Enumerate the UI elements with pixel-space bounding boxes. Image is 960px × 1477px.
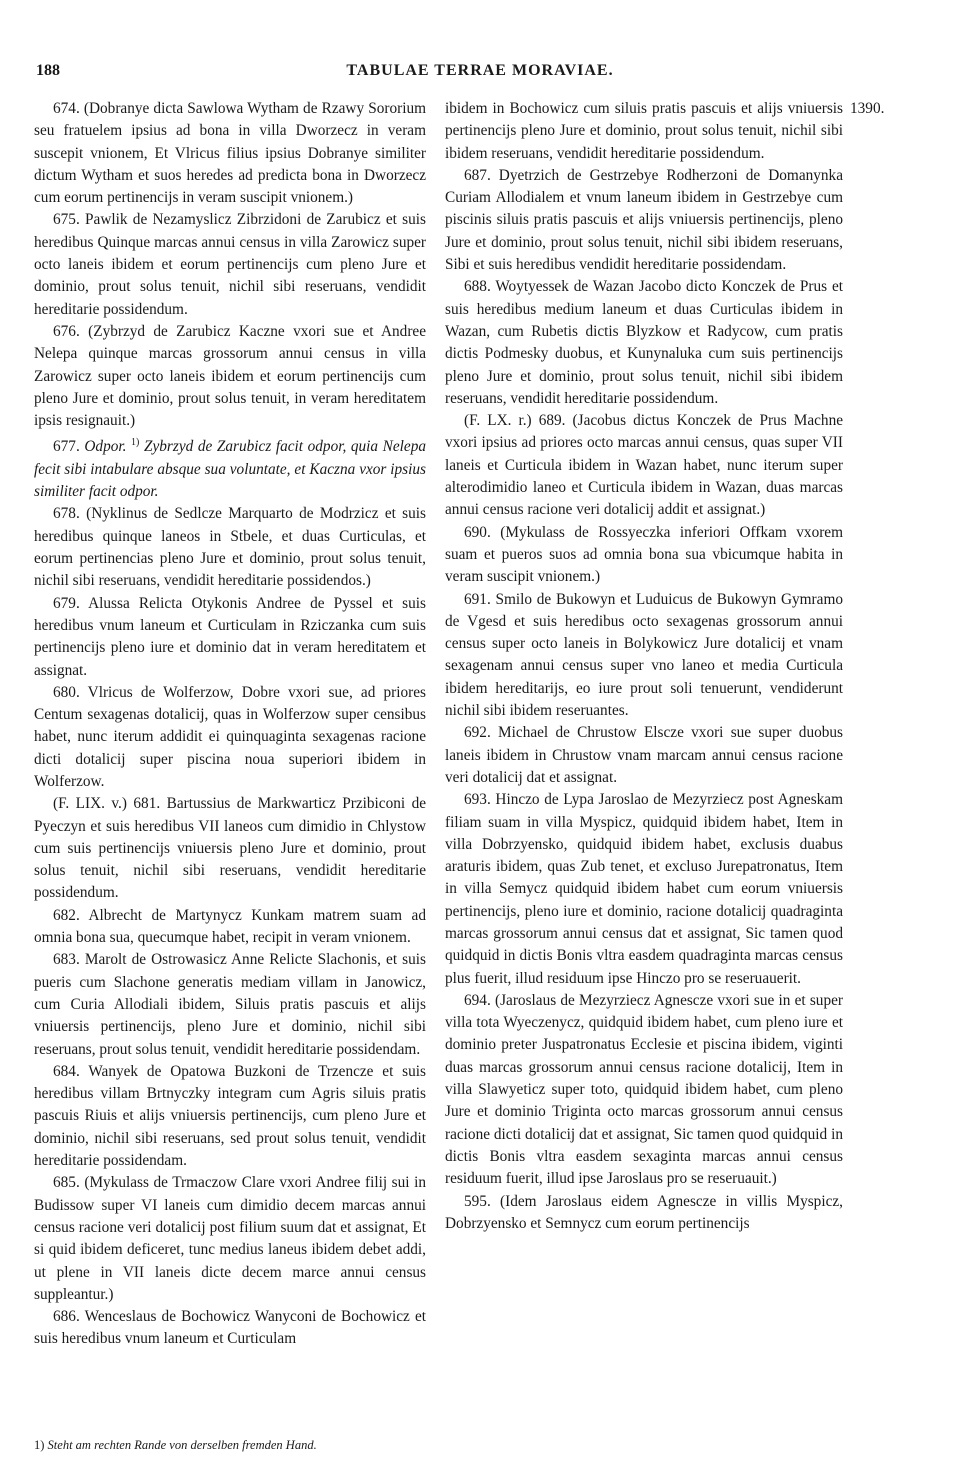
entry-text: (Idem Jaroslaus eidem Agnescze in villis Myspicz, Dobrzyensko et Semnycz cum eorum pertinencijs (445, 1192, 843, 1232)
entry-paragraph (445, 410, 843, 521)
entry-text: Albrecht de Martynycz Kunkam matrem suam ad omnia bona sua, quecumque habet, recipit in veram vnionem. (34, 906, 426, 947)
entry-number: 674. (53, 100, 80, 117)
entry-number: 690. (464, 523, 491, 541)
entry-paragraph (34, 209, 426, 320)
entry-text: (Nyklinus de Sedlcze Marquarto de Modrzicz et suis heredibus quinque laneos in Stbele, et duas Curticulas, et eorum pertinencias pleno Jure et dominio, prout solus tenuit, nichil sibi reseruans, vendidit hereditarie possidendos.) (34, 505, 426, 590)
entry-text: Dyetrzich de Gestrzebye Rodherzoni de Domanynka Curiam Allodialem et vnum laneum ibidem in Gestrzebye cum piscinis siluis pratis pascuis et alijs vniuersis pertinencijs, pleno Jure et dominio, prout solus tenuit, nichil sibi ibidem reseruans, Sibi et suis heredibus vendidit hereditarie possidendam. (445, 166, 843, 274)
entry-number: 678. (53, 505, 80, 523)
entry-number: 676. (53, 322, 80, 340)
entry-paragraph (445, 276, 843, 410)
entry-paragraph (445, 522, 843, 589)
folio-reference: (F. LX. r.) (464, 412, 532, 430)
entry-paragraph (34, 503, 426, 592)
entry-paragraph (34, 793, 426, 904)
entry-paragraph (445, 990, 843, 1191)
entry-paragraph (34, 593, 426, 682)
entry-paragraph (445, 789, 843, 990)
entry-number: 679. (53, 594, 80, 612)
entry-label: Odpor. (84, 438, 127, 456)
entry-paragraph (34, 432, 426, 503)
entry-paragraph (34, 682, 426, 793)
entry-paragraph (445, 1191, 843, 1236)
entry-number: 685. (53, 1174, 80, 1192)
entry-number: 675. (53, 211, 80, 229)
entry-text: Zybrzyd de Zarubicz facit odpor, quia Nelepa fecit sibi intabulare absque sua voluntate, et Kaczna vxor ipsius similiter facit odpor. (34, 438, 426, 501)
folio-reference: (F. LIX. v.) (53, 795, 127, 813)
entry-text: (Zybrzyd de Zarubicz Kaczne vxori sue et Andree Nelepa quinque marcas grossorum annui census in villa Zarowicz super octo laneis ibidem et eorum pertinencijs cum pleno Jure et dominio, prout solus tenuit, in veram hereditatem ipsis resignauit.) (34, 322, 426, 430)
entry-text: Bartussius de Markwarticz Przibiconi de Pyeczyn et suis heredibus VII laneos cum dimidio in Chlystow cum suis pertinencijs vniuersis pleno Jure et dominio, prout solus tenuit, nichil sibi reseruans, vendidit hereditarie possidendum. (34, 795, 427, 902)
footnote-reference: 1) (131, 437, 140, 449)
entry-number: 694. (464, 991, 491, 1009)
entry-text: Alussa Relicta Otykonis Andree de Pyssel et suis heredibus vnum laneum et Curticulam in Rziczanka cum suis pertinencijs pleno iure et dominio dat in veram hereditatem et assignat. (34, 594, 426, 679)
entry-number: 692. (464, 724, 491, 742)
entry-text: Vlricus de Wolferzow, Dobre vxori sue, ad priores Centum sexagenas dotalicij, quas in Wolferzow super censibus habet, nunc iterum addidit ei quinquaginta sexagenas racione dicti dotalicij super piscina noua superiori ibidem in Wolferzow. (34, 683, 426, 790)
page-number: 188 (36, 62, 60, 79)
entry-text: (Mykulass de Rossyeczka inferiori Offkam vxorem suam et pueros suos ad omnia bona sua vbicumque habita in veram suscipit vnionem.) (445, 523, 843, 586)
entry-paragraph (445, 98, 843, 165)
entry-paragraph (34, 1306, 426, 1351)
entry-number: 688. (464, 278, 491, 296)
entry-paragraph (445, 165, 843, 276)
left-column (34, 98, 426, 1351)
page-header (36, 62, 924, 88)
entry-number: 689. (538, 412, 566, 430)
entry-text: Smilo de Bukowyn et Luduicus de Bukowyn Gymramo de Vgesd et suis heredibus octo sexagenas grossorum annui census super octo laneis in Bolykowicz Jure dotalicij et vnam sexagenam annui census super vno laneo et media Curticula ibidem hereditarijs, eo iure prout soli tenuerunt, vendiderunt nichil sibi ibidem reseruantes. (445, 590, 843, 720)
entry-paragraph (445, 589, 843, 723)
entry-number: 684. (53, 1062, 80, 1080)
entry-number: 687. (464, 166, 491, 184)
entry-continuation-text: ibidem in Bochowicz cum siluis pratis pascuis et alijs vniuersis pertinencijs pleno Jure et dominio, prout solus tenuit, nichil sibi ibidem reseruans, vendidit hereditarie possidendum. (445, 100, 843, 162)
entry-number: 682. (53, 906, 80, 924)
entry-paragraph (34, 949, 426, 1060)
entry-text: Wenceslaus de Bochowicz Wanyconi de Bochowicz et suis heredibus vnum laneum et Curticulam (34, 1308, 426, 1348)
entry-paragraph (34, 321, 426, 432)
entry-number: 686. (53, 1308, 80, 1326)
entry-paragraph (34, 1061, 426, 1172)
entry-text: Hinczo de Lypa Jaroslao de Mezyrziecz post Agneskam filiam suam in villa Myspicz, quidquid ibidem habet, Item in villa Dobrzyensko, quidquid ibidem habet, exclusis duabus araturis ibidem, quas Zub tenet, et excluso Jurepatronatus, Item in villa Semycz quidquid ibidem habet cum eorum vniuersis pertinencijs, pleno iure et dominio, racione dotalicij quadraginta marcas grossorum annui census dat et assignat, Sic tamen quod quidquid in dictis Bonis vltra easdem quadraginta marcas census plus fuerit, illud residuum ipse Hinczo pro se reseruauerit. (445, 791, 843, 987)
entry-number: 691. (464, 590, 491, 608)
margin-year: 1390. (850, 100, 885, 117)
entry-number: 595. (464, 1192, 491, 1210)
footnote-text: Steht am rechten Rande von derselben fremden Hand. (44, 1438, 317, 1452)
entry-text: (Jacobus dictus Konczek de Prus Machne vxori ipsius ad priores octo marcas annui census, quas super VII laneis et Curticula ibidem in Wazan habet, nunc iterum super alterodimidio laneo et Curticula ibidem in Wazan, duas marcas annui census racione veri dotalicij addit et assignat.) (445, 412, 844, 519)
entry-number: 681. (133, 795, 161, 813)
right-column (445, 98, 843, 1235)
entry-text: Marolt de Ostrowasicz Anne Relicte Slachonis, et suis pueris cum Slachone generatis mediam villam in Janowicz, cum Curia Allodiali ibidem, Siluis pratis pascuis et alijs vniuersis pertinencijs, pleno Jure et dominio, nichil sibi reseruans, prout solus tenuit, vendidit hereditarie possidendam. (34, 951, 426, 1058)
entry-text: Pawlik de Nezamyslicz Zibrzidoni de Zarubicz et suis heredibus Quinque marcas annui census in villa Zarowicz super octo laneis ibidem et eorum pertinencijs cum pleno Jure et dominio, prout solus tenuit, nichil sibi reseruans, vendidit hereditarie possidendum. (34, 211, 426, 318)
entry-text: (Jaroslaus de Mezyrziecz Agnescze vxori sue in et super villa tota Wyeczenycz, quidquid ibidem habet, cum pleno iure et dominio preter Juspatronatus Ecclesie et piscina ibidem, viginti duas marcas grossorum annui census racione dotalicij, Item in villa Slawyeticz super toto, quidquid ibidem habet, cum pleno Jure et dominio Triginta octo marcas grossorum annui census racione dicti dotalicij dat et assignat, Sic tamen quod quidquid in dictis Bonis vltra easdem sexaginta marcas annui census residuum fuerit, illud ipse Jaroslaus pro se reseruauit.) (445, 991, 843, 1188)
running-title: TABULAE TERRAE MORAVIAE. (346, 62, 614, 79)
entry-paragraph (445, 722, 843, 789)
entry-text: (Mykulass de Trmaczow Clare vxori Andree filij sui in Budissow super VI laneis cum dimidio decem marcas annui census racione veri dotalicij post filium suum dat et assignat, Et si quid ibidem deficeret, tunc medius laneus ibidem debet addi, ut plene in VII laneis dicte decem marce annui census suppleantur.) (34, 1174, 426, 1303)
entry-number: 693. (464, 791, 491, 809)
entry-text: Wanyek de Opatowa Buzkoni de Trzencze et suis heredibus villam Brtnyczky integram cum Agris siluis pratis pascuis Riuis et alijs vniuersis pertinencijs, cum pleno Jure et dominio, nichil sibi reseruans, sed prout solus tenuit, vendidit hereditarie possidendam. (34, 1062, 426, 1170)
footnote (34, 1437, 734, 1453)
entry-paragraph (34, 1172, 426, 1306)
entry-text: (Dobranye dicta Sawlowa Wytham de Rzawy Sororium seu fratuelem ipsius ad bona in villa Dworzecz in veram suscepit vnionem, Et Vlricus filius ipsius Dobranye similiter dictum Wytham et suos heredes ad predicta bona in Dworzecz cum eorum pertinencijs in veram suscipit vnionem.) (34, 100, 426, 207)
entry-number: 677. (53, 438, 80, 456)
footnote-mark: 1) (34, 1438, 45, 1452)
entry-number: 683. (53, 951, 80, 969)
entry-number: 680. (53, 683, 80, 701)
entry-paragraph (34, 905, 426, 950)
entry-text: Michael de Chrustow Elscze vxori sue super duobus laneis ibidem in Chrustow vnam marcam annui census racione veri dotalicij dat et assignat. (445, 724, 843, 786)
entry-text: Woytyessek de Wazan Jacobo dicto Konczek de Prus et suis heredibus medium laneum et duas Curticulas ibidem in Wazan, cum Rubetis dictis Blyzkow et Radycow, cum pratis dictis Podmesky duobus, et Kunynaluka cum suis pertinencijs pleno Jure et dominio, prout solus tenuit, nichil sibi ibidem reseruans, vendidit hereditarie possidendum. (445, 278, 843, 407)
entry-paragraph (34, 98, 426, 209)
